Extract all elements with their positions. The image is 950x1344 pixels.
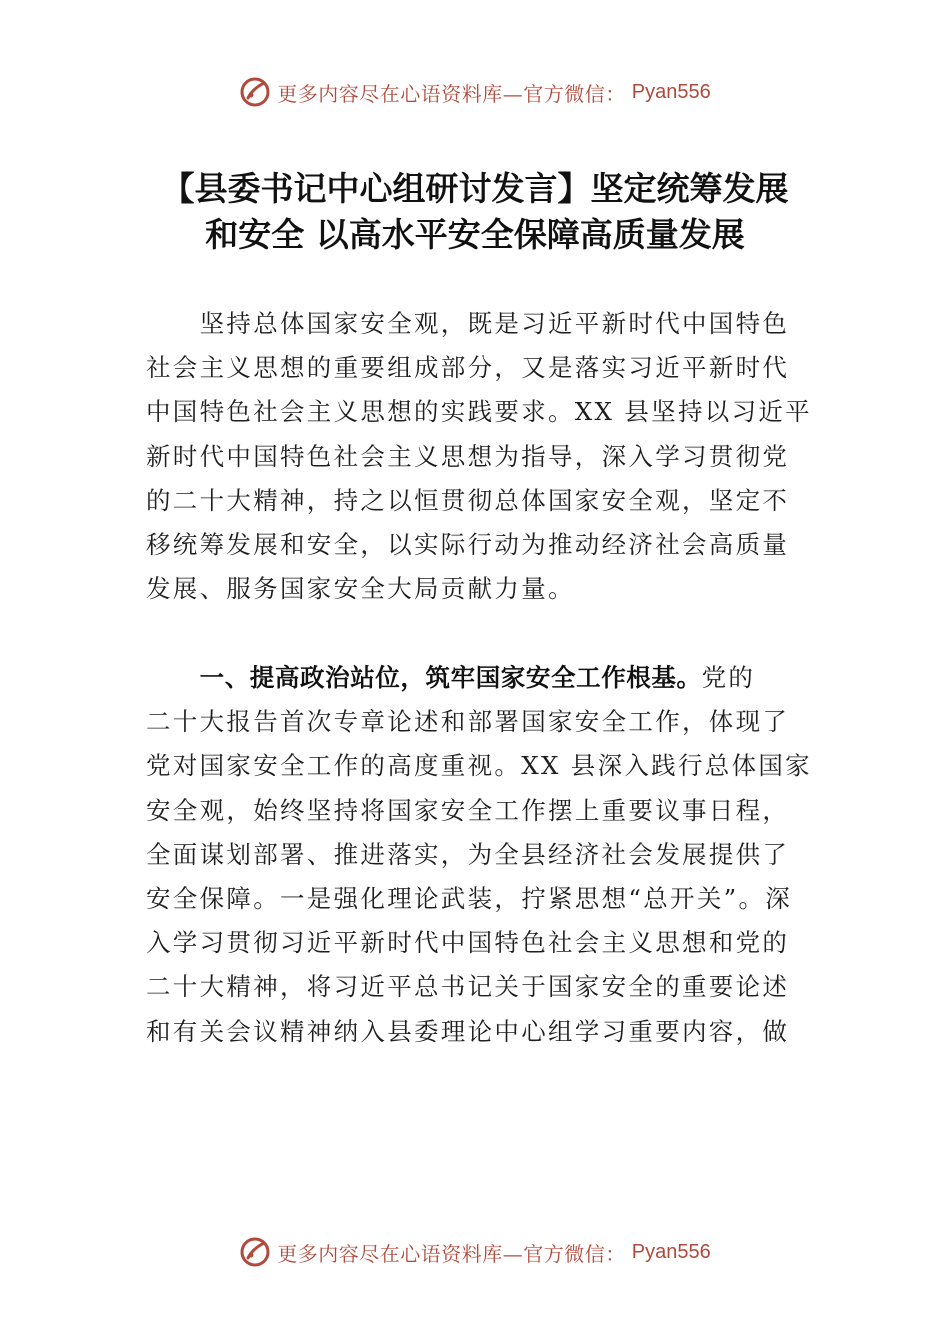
paragraph-line: 入学习贯彻习近平新时代中国特色社会主义思想和党的: [146, 928, 790, 958]
title-line: 【县委书记中心组研讨发言】坚定统筹发展: [161, 169, 789, 208]
paragraph-line: 安全观，始终坚持将国家安全工作摆上重要议事日程，: [146, 795, 790, 825]
section-first-line-rest: 党的: [701, 663, 756, 692]
section-heading: 一、提高政治站位，筑牢国家安全工作根基。: [199, 663, 702, 692]
paragraph-line: 坚持总体国家安全观，既是习近平新时代中国特色: [146, 309, 790, 338]
indent: [146, 663, 200, 692]
paragraph-line: 和有关会议精神纳入县委理论中心组学习重要内容，做: [146, 1016, 790, 1046]
paragraph-line: 党对国家安全工作的高度重视。XX 县深入践行总体国家: [146, 751, 812, 781]
paragraph-line: 社会主义思想的重要组成部分，又是落实习近平新时代: [146, 353, 790, 383]
paragraph-line: 发展、服务国家安全大局贡献力量。: [146, 574, 575, 604]
section-first-line: [146, 656, 806, 700]
paragraph-line: 二十大报告首次专章论述和部署国家安全工作，体现了: [146, 707, 790, 737]
paragraph-line: 新时代中国特色社会主义思想为指导，深入学习贯彻党: [146, 441, 790, 471]
brush-circle-logo-icon: [239, 76, 271, 108]
watermark-banner-top: [0, 72, 950, 112]
watermark-text: 更多内容尽在心语资料库—官方微信：: [277, 1241, 626, 1266]
paragraph-line: 中国特色社会主义思想的实践要求。XX 县坚持以习近平: [146, 397, 812, 427]
document-title: [100, 166, 850, 258]
paragraph-line: 的二十大精神，持之以恒贯彻总体国家安全观，坚定不: [146, 485, 790, 515]
title-line: 和安全 以高水平安全保障高质量发展: [205, 215, 745, 254]
paragraph-line: 移统筹发展和安全，以实际行动为推动经济社会高质量: [146, 529, 790, 559]
section-one-paragraph: [146, 656, 812, 1054]
paragraph-line: 二十大精神，将习近平总书记关于国家安全的重要论述: [146, 972, 790, 1002]
paragraph-line: 全面谋划部署、推进落实，为全县经济社会发展提供了: [146, 839, 790, 869]
watermark-text: 更多内容尽在心语资料库—官方微信：: [277, 81, 626, 106]
paragraph-line: 安全保障。一是强化理论武装，拧紧思想“总开关”。深: [146, 883, 793, 913]
watermark-banner-bottom: [0, 1232, 950, 1272]
intro-paragraph: [146, 302, 812, 611]
watermark-handle: Pyan556: [631, 80, 711, 103]
brush-circle-logo-icon: [239, 1236, 271, 1268]
watermark-handle: Pyan556: [631, 1240, 711, 1263]
